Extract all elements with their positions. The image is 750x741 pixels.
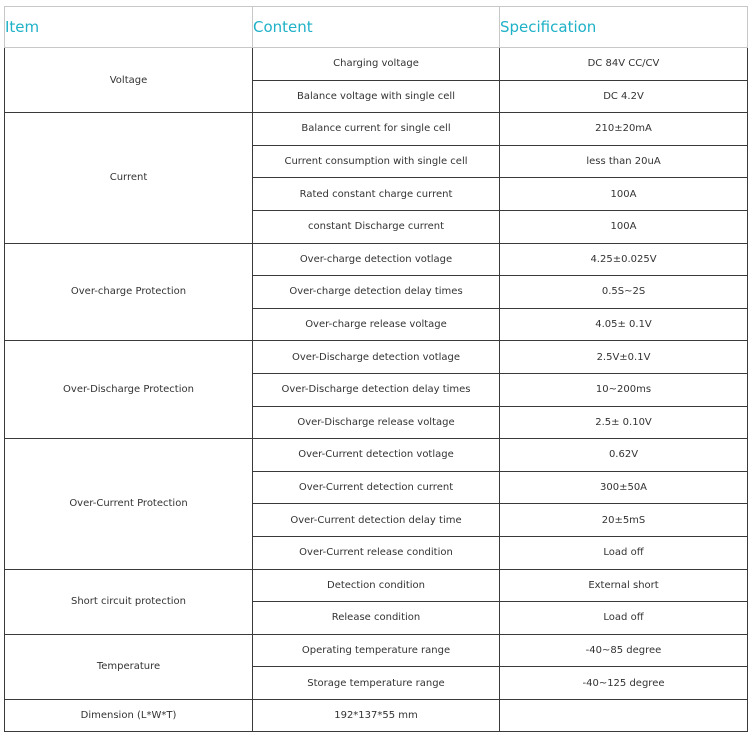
spec-cell: 210±20mA bbox=[500, 113, 748, 146]
content-cell: Over-charge detection delay times bbox=[253, 276, 500, 309]
spec-cell: 10~200ms bbox=[500, 373, 748, 406]
item-cell: Voltage bbox=[5, 48, 253, 113]
header-row bbox=[5, 7, 748, 48]
item-cell: Over-Current Protection bbox=[5, 439, 253, 569]
content-cell: Over-Discharge detection delay times bbox=[253, 373, 500, 406]
spec-cell: 0.5S~2S bbox=[500, 276, 748, 309]
content-cell: Over-Current detection current bbox=[253, 471, 500, 504]
table-row bbox=[5, 341, 748, 374]
spec-cell: 0.62V bbox=[500, 439, 748, 472]
content-cell: Detection condition bbox=[253, 569, 500, 602]
content-cell: Operating temperature range bbox=[253, 634, 500, 667]
item-cell: Dimension (L*W*T) bbox=[5, 699, 253, 732]
content-cell: Over-charge release voltage bbox=[253, 308, 500, 341]
specification-table bbox=[4, 6, 748, 732]
spec-cell: 300±50A bbox=[500, 471, 748, 504]
content-cell: Charging voltage bbox=[253, 48, 500, 81]
table-body bbox=[5, 48, 748, 732]
item-cell: Temperature bbox=[5, 634, 253, 699]
table-header bbox=[5, 7, 748, 48]
table-row bbox=[5, 243, 748, 276]
spec-cell: 4.25±0.025V bbox=[500, 243, 748, 276]
spec-cell: 20±5mS bbox=[500, 504, 748, 537]
item-cell: Short circuit protection bbox=[5, 569, 253, 634]
spec-cell: DC 4.2V bbox=[500, 80, 748, 113]
content-cell: Over-Current release condition bbox=[253, 536, 500, 569]
spec-cell: 2.5V±0.1V bbox=[500, 341, 748, 374]
spec-cell: -40~85 degree bbox=[500, 634, 748, 667]
content-cell: Rated constant charge current bbox=[253, 178, 500, 211]
spec-cell: less than 20uA bbox=[500, 145, 748, 178]
spec-cell: Load off bbox=[500, 602, 748, 635]
table-row bbox=[5, 113, 748, 146]
spec-cell: External short bbox=[500, 569, 748, 602]
content-cell: Over-Discharge release voltage bbox=[253, 406, 500, 439]
spec-cell: DC 84V CC/CV bbox=[500, 48, 748, 81]
item-cell: Over-Discharge Protection bbox=[5, 341, 253, 439]
content-cell: Balance voltage with single cell bbox=[253, 80, 500, 113]
table-row bbox=[5, 699, 748, 732]
spec-cell: 2.5± 0.10V bbox=[500, 406, 748, 439]
spec-cell: 100A bbox=[500, 210, 748, 243]
spec-cell: -40~125 degree bbox=[500, 667, 748, 700]
content-cell: Current consumption with single cell bbox=[253, 145, 500, 178]
content-cell: Over-Discharge detection votlage bbox=[253, 341, 500, 374]
content-cell: 192*137*55 mm bbox=[253, 699, 500, 732]
content-cell: Storage temperature range bbox=[253, 667, 500, 700]
content-cell: Over-charge detection votlage bbox=[253, 243, 500, 276]
spec-cell: 100A bbox=[500, 178, 748, 211]
header-content: Content bbox=[253, 7, 500, 48]
header-item: Item bbox=[5, 7, 253, 48]
table-row bbox=[5, 439, 748, 472]
content-cell: Over-Current detection delay time bbox=[253, 504, 500, 537]
content-cell: constant Discharge current bbox=[253, 210, 500, 243]
table-row bbox=[5, 569, 748, 602]
spec-cell bbox=[500, 699, 748, 732]
content-cell: Over-Current detection votlage bbox=[253, 439, 500, 472]
item-cell: Current bbox=[5, 113, 253, 243]
header-specification: Specification bbox=[500, 7, 748, 48]
item-cell: Over-charge Protection bbox=[5, 243, 253, 341]
content-cell: Release condition bbox=[253, 602, 500, 635]
spec-cell: Load off bbox=[500, 536, 748, 569]
spec-cell: 4.05± 0.1V bbox=[500, 308, 748, 341]
table-row bbox=[5, 634, 748, 667]
table-row bbox=[5, 48, 748, 81]
content-cell: Balance current for single cell bbox=[253, 113, 500, 146]
